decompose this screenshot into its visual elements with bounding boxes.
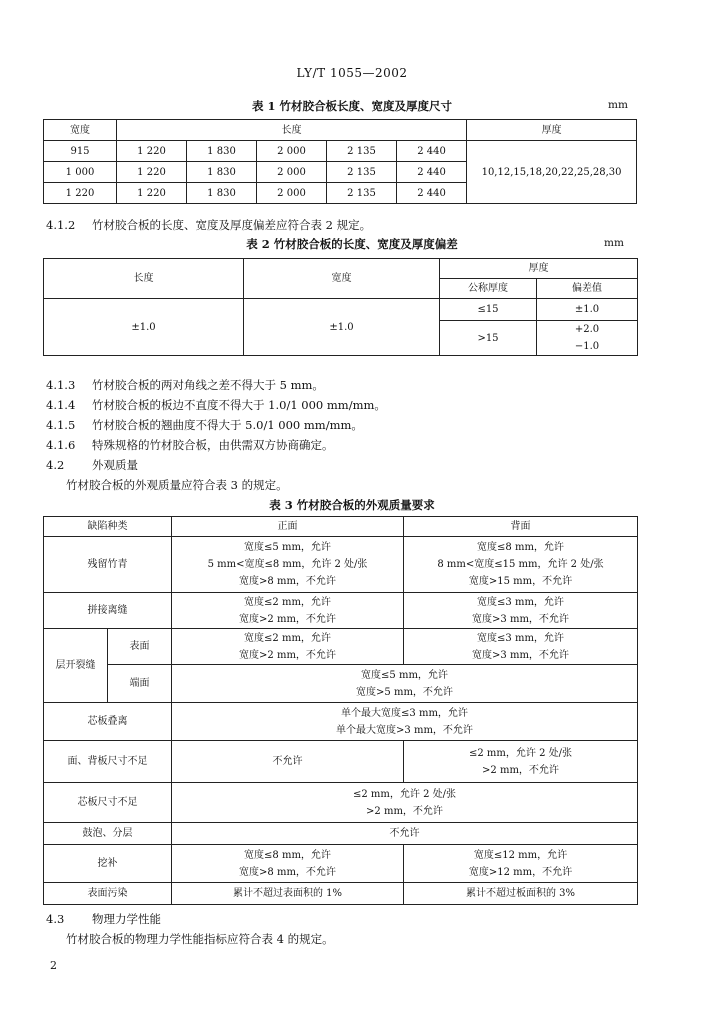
t1-cell: 2 135 bbox=[327, 141, 397, 162]
table1 bbox=[43, 119, 637, 204]
t3-defect-name: 鼓泡、分层 bbox=[44, 823, 172, 845]
para-number: 4.1.4 bbox=[46, 398, 76, 412]
t3-line: 宽度>2 mm，不允许 bbox=[239, 649, 336, 661]
table3 bbox=[43, 516, 638, 905]
t3-both-cell bbox=[172, 703, 638, 741]
t1-cell: 915 bbox=[44, 141, 117, 162]
t3-front-cell bbox=[172, 845, 404, 883]
t3-line: >2 mm，不允许 bbox=[366, 805, 443, 817]
t3-defect-name: 挖补 bbox=[44, 845, 172, 883]
t2-header-length: 长度 bbox=[44, 259, 244, 299]
para-text: 竹材胶合板的翘曲度不得大于 5.0/1 000 mm/mm。 bbox=[92, 418, 363, 432]
t3-back-cell bbox=[404, 629, 638, 665]
t3-line: 单个最大宽度≤3 mm，允许 bbox=[341, 707, 468, 719]
section-4-3-text: 竹材胶合板的物理力学性能指标应符合表 4 的规定。 bbox=[66, 932, 334, 946]
t3-front-cell: 不允许 bbox=[172, 741, 404, 783]
para-4-1-3 bbox=[46, 377, 324, 393]
t3-line: 单个最大宽度>3 mm，不允许 bbox=[336, 724, 473, 736]
t3-line: 宽度≤8 mm，允许 bbox=[477, 542, 564, 553]
t3-subcategory: 端面 bbox=[108, 665, 172, 703]
table1-unit: mm bbox=[608, 99, 628, 111]
t1-header-thickness: 厚度 bbox=[467, 120, 637, 141]
t3-back-cell: 累计不超过板面积的 3% bbox=[404, 883, 638, 905]
t1-cell: 2 135 bbox=[327, 162, 397, 183]
t3-front-cell: 累计不超过表面积的 1% bbox=[172, 883, 404, 905]
para-text: 特殊规格的竹材胶合板，由供需双方协商确定。 bbox=[92, 438, 334, 452]
para-number: 4.1.6 bbox=[46, 438, 76, 452]
t3-header-back: 背面 bbox=[404, 517, 638, 537]
table1-caption: 表 1 竹材胶合板长度、宽度及厚度尺寸 bbox=[251, 99, 452, 113]
t3-line: 宽度>8 mm，不允许 bbox=[239, 866, 336, 878]
t3-defect-name: 芯板尺寸不足 bbox=[44, 783, 172, 823]
t2-header-deviation: 偏差值 bbox=[537, 279, 638, 299]
t3-back-cell bbox=[404, 593, 638, 629]
section-title: 外观质量 bbox=[92, 458, 138, 472]
t1-cell: 1 220 bbox=[117, 183, 187, 204]
section-number: 4.2 bbox=[46, 458, 65, 472]
t1-cell: 1 830 bbox=[187, 141, 257, 162]
t3-back-cell bbox=[404, 741, 638, 783]
t1-cell: 2 000 bbox=[257, 141, 327, 162]
t3-line: 宽度>3 mm，不允许 bbox=[472, 613, 569, 625]
t3-line: 宽度≤2 mm，允许 bbox=[244, 632, 331, 644]
t3-back-cell bbox=[404, 845, 638, 883]
para-number: 4.1.3 bbox=[46, 378, 76, 392]
t1-cell: 2 000 bbox=[257, 162, 327, 183]
t3-line: 宽度>15 mm，不允许 bbox=[468, 576, 573, 587]
t1-cell: 2 440 bbox=[397, 183, 467, 204]
t1-cell: 1 000 bbox=[44, 162, 117, 183]
t3-line: 宽度>3 mm，不允许 bbox=[472, 649, 569, 661]
para-text: 竹材胶合板的板边不直度不得大于 1.0/1 000 mm/mm。 bbox=[92, 398, 386, 412]
t1-cell: 1 830 bbox=[187, 162, 257, 183]
table3-caption: 表 3 竹材胶合板的外观质量要求 bbox=[269, 498, 435, 512]
t1-cell: 1 220 bbox=[117, 162, 187, 183]
para-number: 4.1.5 bbox=[46, 418, 76, 432]
t2-header-width: 宽度 bbox=[244, 259, 440, 299]
t3-header-defect: 缺陷种类 bbox=[44, 517, 172, 537]
t3-defect-name: 拼接离缝 bbox=[44, 593, 172, 629]
t3-line: ≤2 mm，允许 2 处/张 bbox=[353, 788, 456, 800]
table2-unit: mm bbox=[604, 237, 624, 249]
section-4-2-intro: 竹材胶合板的外观质量应符合表 3 的规定。 bbox=[66, 478, 288, 492]
t3-line: 宽度>2 mm，不允许 bbox=[239, 613, 336, 625]
t1-thickness-values: 10,12,15,18,20,22,25,28,30 bbox=[467, 141, 637, 204]
t3-line: 宽度≤8 mm，允许 bbox=[244, 849, 331, 861]
t2-cell: ±1.0 bbox=[537, 299, 638, 321]
t3-front-cell bbox=[172, 629, 404, 665]
t3-defect-name: 面、背板尺寸不足 bbox=[44, 741, 172, 783]
t3-line: 宽度≤5 mm，允许 bbox=[244, 542, 331, 553]
t3-line: ≤2 mm，允许 2 处/张 bbox=[469, 747, 572, 759]
t1-cell: 1 220 bbox=[44, 183, 117, 204]
para-4-1-4 bbox=[46, 397, 386, 413]
t2-cell: ≤15 bbox=[440, 299, 537, 321]
t3-defect-name: 芯板叠离 bbox=[44, 703, 172, 741]
t3-line: 5 mm<宽度≤8 mm，允许 2 处/张 bbox=[207, 559, 368, 570]
t3-subcategory: 表面 bbox=[108, 629, 172, 665]
table2-caption: 表 2 竹材胶合板的长度、宽度及厚度偏差 bbox=[246, 237, 458, 251]
para-text: 竹材胶合板的两对角线之差不得大于 5 mm。 bbox=[92, 378, 324, 392]
t2-header-thickness: 厚度 bbox=[440, 259, 638, 279]
t2-header-nominal: 公称厚度 bbox=[440, 279, 537, 299]
para-number: 4.1.2 bbox=[46, 218, 76, 232]
t1-cell: 1 220 bbox=[117, 141, 187, 162]
t3-back-cell bbox=[404, 537, 638, 593]
t3-line: 宽度≤3 mm，允许 bbox=[477, 596, 564, 608]
t3-defect-name: 残留竹青 bbox=[44, 537, 172, 593]
t3-line: 8 mm<宽度≤15 mm，允许 2 处/张 bbox=[437, 559, 604, 570]
t3-line: 宽度≤3 mm，允许 bbox=[477, 632, 564, 644]
t1-cell: 1 830 bbox=[187, 183, 257, 204]
t1-header-length: 长度 bbox=[117, 120, 467, 141]
t2-dev-minus: −1.0 bbox=[574, 341, 600, 352]
t2-cell-stack bbox=[537, 321, 638, 356]
section-title: 物理力学性能 bbox=[92, 912, 161, 926]
t3-header-front: 正面 bbox=[172, 517, 404, 537]
para-4-1-6 bbox=[46, 437, 334, 453]
t3-line: 宽度>8 mm，不允许 bbox=[239, 576, 336, 587]
t2-width-deviation: ±1.0 bbox=[244, 299, 440, 356]
t2-length-deviation: ±1.0 bbox=[44, 299, 244, 356]
t1-cell: 2 135 bbox=[327, 183, 397, 204]
page-number: 2 bbox=[50, 959, 57, 972]
section-4-3 bbox=[46, 911, 161, 927]
para-4-1-2 bbox=[46, 217, 371, 233]
para-text: 竹材胶合板的长度、宽度及厚度偏差应符合表 2 规定。 bbox=[92, 218, 372, 232]
t3-line: 宽度>5 mm，不允许 bbox=[356, 686, 453, 698]
t1-header-width: 宽度 bbox=[44, 120, 117, 141]
t3-line: 宽度≤2 mm，允许 bbox=[244, 596, 331, 608]
t1-cell: 2 000 bbox=[257, 183, 327, 204]
t3-front-cell bbox=[172, 593, 404, 629]
t3-defect-name: 表面污染 bbox=[44, 883, 172, 905]
t3-line: >2 mm，不允许 bbox=[482, 764, 559, 776]
t1-cell: 2 440 bbox=[397, 162, 467, 183]
t3-front-cell bbox=[172, 537, 404, 593]
running-header: LY/T 1055—2002 bbox=[296, 66, 408, 80]
t3-line: 宽度≤12 mm，允许 bbox=[473, 849, 568, 861]
t2-cell: >15 bbox=[440, 321, 537, 356]
para-4-1-5 bbox=[46, 417, 363, 433]
t2-dev-plus: +2.0 bbox=[574, 324, 600, 335]
section-4-2 bbox=[46, 457, 138, 473]
t3-line: 宽度≤5 mm，允许 bbox=[361, 669, 448, 681]
t3-defect-name: 层开裂缝 bbox=[44, 629, 108, 703]
t3-both-cell bbox=[172, 783, 638, 823]
t3-both-cell: 不允许 bbox=[172, 823, 638, 845]
section-number: 4.3 bbox=[46, 912, 65, 926]
table2 bbox=[43, 258, 638, 356]
t3-both-cell bbox=[172, 665, 638, 703]
t1-cell: 2 440 bbox=[397, 141, 467, 162]
t3-line: 宽度>12 mm，不允许 bbox=[468, 866, 573, 878]
